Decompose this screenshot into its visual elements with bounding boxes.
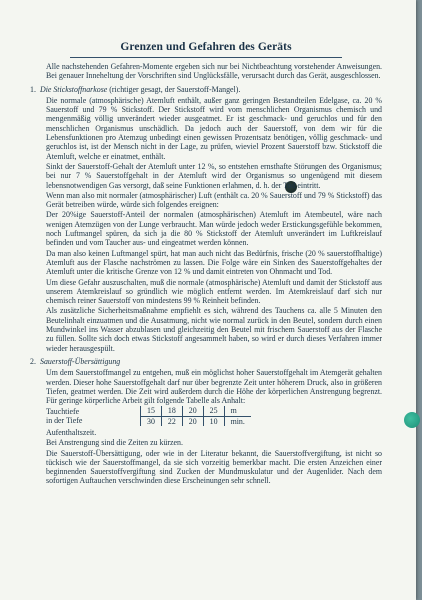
- section-1-body: [30, 96, 382, 353]
- section-title-rest: (richtiger gesagt, der Sauerstoff-Mangel).: [107, 84, 241, 94]
- title-rule: [70, 57, 342, 58]
- section-title-italic: Die Stickstoffnarkose: [40, 84, 108, 94]
- section-1-paragraph: Um diese Gefahr auszuschalten, muß die normale (atmosphärische) Atemluft und damit der Stickstoff aus unserem Atemkreislauf so gründlich wie möglich entfernt werden. Im Atemkreislauf darf sich nur chemisch reiner Sauerstoff von mindestens 99 % Reinheit befinden.: [46, 277, 382, 306]
- table-cell: 20: [182, 406, 203, 416]
- section-title-italic: Sauerstoff-Übersättigung: [40, 356, 121, 366]
- table-row: [46, 416, 251, 426]
- section-2-body-cont: [30, 428, 382, 486]
- section-2-heading: [30, 357, 382, 366]
- table-row-label: in der Tiefe: [46, 416, 83, 426]
- section-2-body: [30, 368, 382, 405]
- section-1-paragraph: Wenn man also mit normaler (atmosphärischer) Luft (enthält ca. 20 % Sauerstoff und 79 % Stickstoff) das Gerät betreiben würde, würde sich folgendes ereignen:: [46, 190, 382, 210]
- table-footer: Aufenthaltszeit.: [46, 427, 97, 437]
- table-cell: 25: [203, 406, 224, 416]
- section-1-paragraph: Als zusätzliche Sicherheitsmaßnahme empfiehlt es sich, während des Tauchens ca. alle 5 Minuten den Beutelinhalt einzuatmen und die Ausatmung, nicht wie normal zurück in den Beutel, sondern durch einen Mundwinkel ins Wasser abzublasen und gleichzeitig den Beutel mit frischem Sauerstoff aus der Flasche zu füllen. Sollte sich doch etwas Stickstoff angesammelt haben, so wird er durch dieses Verfahren immer wieder herausgespült.: [46, 306, 382, 353]
- section-2-paragraph: Um dem Sauerstoffmangel zu entgehen, muß ein möglichst hoher Sauerstoffgehalt im Atemgerät gehalten werden. Dieser hohe Sauerstoffgehalt darf nur über begrenzte Zeit unter höherem Druck, also in größeren Tiefen, geatmet werden. Die Zeit wird außerdem durch die Höhe der körperlichen Anstrengung begrenzt. Für geringe körperliche Arbeit gilt folgende Tabelle als Anhalt:: [46, 368, 382, 406]
- table-cell: 22: [161, 416, 182, 426]
- table-cell: 20: [182, 416, 203, 426]
- table-row-label: Tauchtiefe: [46, 406, 80, 416]
- page-title: Grenzen und Gefahren des Geräts: [120, 41, 292, 53]
- dive-time-table: [46, 406, 251, 426]
- section-1-paragraph: Der 20%ige Sauerstoff-Anteil der normalen (atmosphärischen) Atemluft im Atembeutel, wäre nach wenigen Atemzügen von der Lunge verbraucht. Man würde jedoch weder Erstickungsgefühle bekommen, noch Luftmangel spüren, da sich ja die 80 % Stickstoff der Atemluft unverändert im Luftkreislauf befinden und vom Taucher aus- und eingeatmet werden können.: [46, 210, 382, 248]
- intro-paragraph: Alle nachstehenden Gefahren-Momente ergeben sich nur bei Nichtbeachtung vorstehender Anweisungen. Bei genauer Inneheltung der Vorschriften sind Unglücksfälle, verursacht durch das Gerät, ausgeschlossen.: [46, 62, 382, 81]
- section-2-paragraph: Die Sauerstoff-Übersättigung, oder wie in der Literatur bekannt, die Sauerstoffvergiftung, ist nicht so tückisch wie der Sauerstoffmangel, da sie sich vorzeitig bemerkbar macht. Die ersten Anzeichen einer beginnenden Sauerstoffvergiftung sind Zucken der Mundmuskulatur und der Augenlider. Nach dem sofortigen Auftauchen verschwinden diese Erscheinungen sehr schnell.: [46, 448, 382, 486]
- section-1-paragraph: Da man also keinen Luftmangel spürt, hat man auch nicht das Bedürfnis, frische (20 % sauerstoffhaltige) Atemluft aus der Flasche nachströmen zu lassen. Die Folge wäre ein Sinken des Sauerstoffgehaltes der Atemluft unter die kritische Grenze von 12 % und damit eintreten von Ohnmacht und Tod.: [46, 248, 382, 277]
- section-1-paragraph: Die normale (atmosphärische) Atemluft enthält, außer ganz geringen Bestandteilen Edelgase, ca. 20 % Sauerstoff und 79 % Stickstoff. Der Stickstoff wird vom menschlichen Organismus chemisch und mengenmäßig völlig unverändert wieder ausgeatmet. Er ist geschmack- und geruchlos und für den menschlichen Organismus unschädlich. Da jedoch auch der Sauerstoff, von dem wir für die Lebensfunktionen pro Atemzug unbedingt einen gewissen Prozentsatz benötigen, völlig geschmack- und geruchlos ist, ist der Mensch nicht in der Lage, zu prüfen, wieviel Prozent Sauerstoff bzw. Stickstoff die Atemluft, welche er einatmet, enthält.: [46, 95, 382, 161]
- section-1-paragraph: Sinkt der Sauerstoff-Gehalt der Atemluft unter 12 %, so entstehen ernsthafte Störungen des Organismus; bei nur 7 % Sauerstoffgehalt in der Atemluft wird der Organismus so ungenügend mit diesem lebensnotwendigen Gas versorgt, daß seine Funktionen erlahmen, d. h. der Tod eintritt.: [46, 161, 382, 190]
- table-cell: 10: [203, 416, 224, 426]
- table-row: [46, 406, 251, 416]
- section-1-heading: [30, 85, 382, 94]
- table-unit: min.: [224, 416, 251, 426]
- table-cell: 18: [161, 406, 182, 416]
- section-title: [40, 85, 240, 94]
- section-number: 2.: [30, 356, 36, 366]
- section-number: 1.: [30, 84, 36, 94]
- section-title: [40, 357, 120, 366]
- section-2-paragraph: Bei Anstrengung sind die Zeiten zu kürzen.: [46, 438, 183, 448]
- green-sticker: [404, 412, 420, 428]
- table-unit: m: [224, 406, 251, 416]
- table-cell: 15: [141, 406, 162, 416]
- page-content: [30, 41, 382, 487]
- table-cell: 30: [141, 416, 162, 426]
